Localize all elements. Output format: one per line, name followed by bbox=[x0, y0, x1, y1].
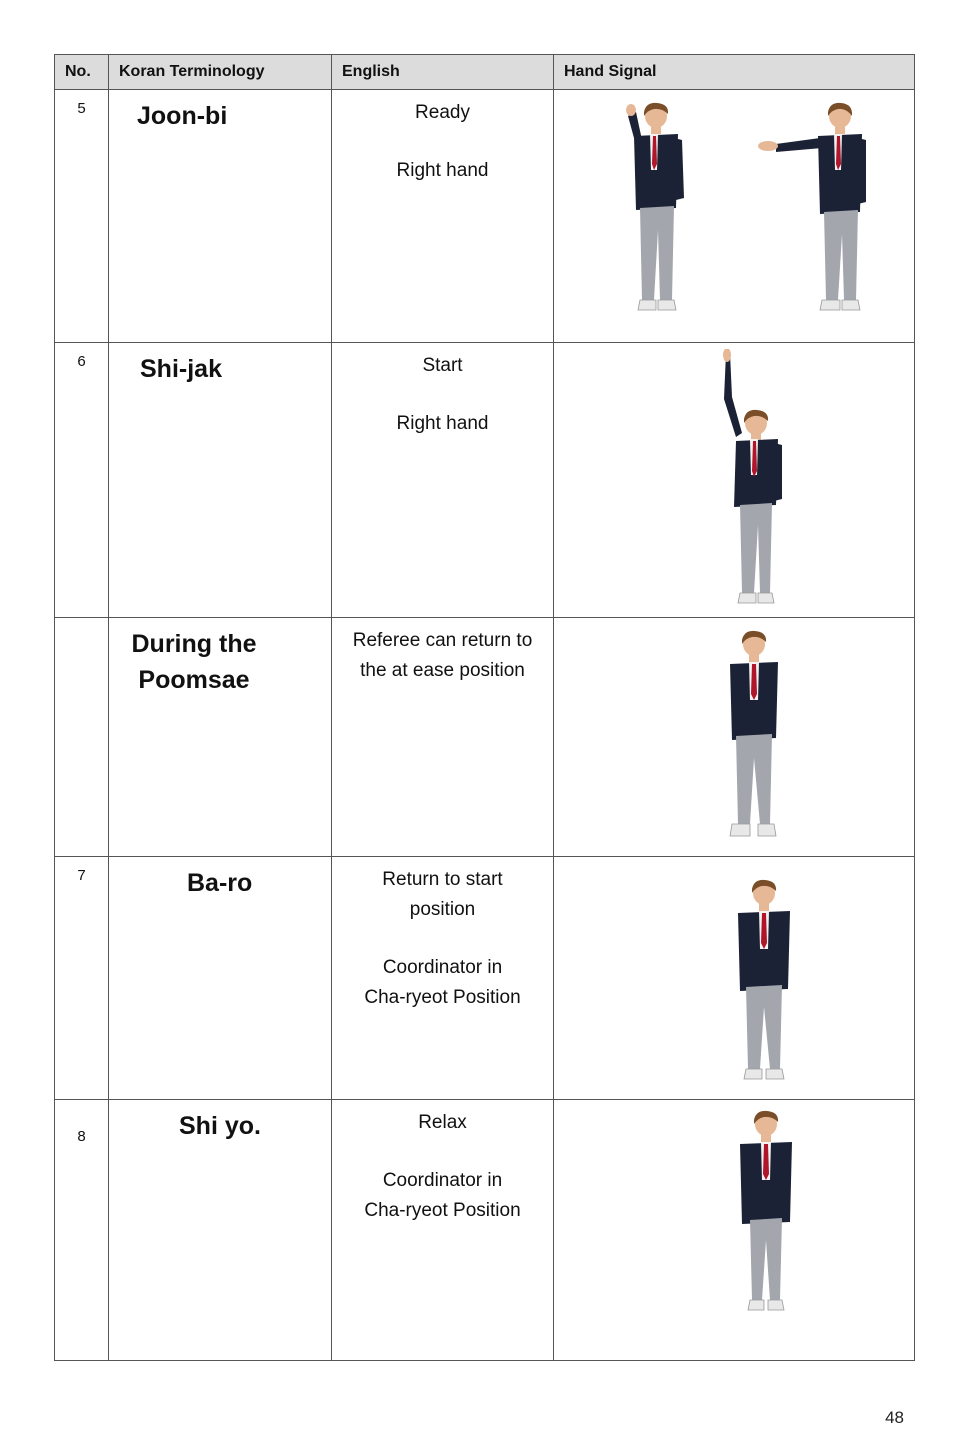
english-line: Referee can return to bbox=[352, 630, 533, 651]
header-term: Koran Terminology bbox=[109, 55, 332, 90]
english-line: the at ease position bbox=[360, 660, 525, 681]
english-line: Coordinator in bbox=[382, 957, 503, 978]
referee-arm-extended-side-figure bbox=[750, 100, 880, 322]
table-row bbox=[55, 618, 915, 857]
english-line: Coordinator in bbox=[382, 1170, 503, 1191]
table-row bbox=[55, 1100, 915, 1361]
referee-relax-figure bbox=[726, 1108, 806, 1320]
signal-cell bbox=[554, 1100, 915, 1361]
english-line: Relax bbox=[418, 1112, 467, 1133]
row-number bbox=[55, 618, 109, 857]
term-cell: Ba-ro bbox=[109, 857, 332, 1100]
english-line: Right hand bbox=[396, 413, 489, 434]
signal-cell bbox=[554, 90, 915, 343]
row-number: 5 bbox=[55, 90, 109, 343]
referee-arm-raised-up-figure bbox=[710, 349, 800, 611]
header-signal: Hand Signal bbox=[554, 55, 915, 90]
english-line: position bbox=[409, 899, 476, 920]
header-english: English bbox=[332, 55, 554, 90]
english-cell bbox=[332, 343, 554, 618]
term-cell bbox=[109, 618, 332, 857]
english-line: Right hand bbox=[396, 160, 489, 181]
table-row bbox=[55, 857, 915, 1100]
english-cell bbox=[332, 857, 554, 1100]
term-cell: Shi-jak bbox=[109, 343, 332, 618]
term-cell: Joon-bi bbox=[109, 90, 332, 343]
table-header-row bbox=[55, 55, 915, 90]
term-text: During the Poomsae bbox=[131, 630, 257, 694]
hand-signal-table bbox=[54, 54, 915, 1361]
english-line: Return to start bbox=[382, 869, 503, 890]
referee-at-ease-figure bbox=[714, 628, 794, 850]
signal-cell bbox=[554, 857, 915, 1100]
page-number: 48 bbox=[885, 1408, 904, 1427]
term-cell: Shi yo. bbox=[109, 1100, 332, 1361]
signal-cell bbox=[554, 618, 915, 857]
header-no: No. bbox=[55, 55, 109, 90]
referee-cha-ryeot-figure bbox=[724, 877, 804, 1089]
english-line: Start bbox=[422, 355, 463, 376]
english-line: Ready bbox=[415, 102, 470, 123]
table-row bbox=[55, 343, 915, 618]
table-row bbox=[55, 90, 915, 343]
row-number: 8 bbox=[55, 1100, 109, 1361]
row-number: 6 bbox=[55, 343, 109, 618]
english-line: Cha-ryeot Position bbox=[364, 987, 521, 1008]
english-cell bbox=[332, 1100, 554, 1361]
english-cell bbox=[332, 618, 554, 857]
referee-arm-raised-forward-figure bbox=[610, 100, 710, 322]
row-number: 7 bbox=[55, 857, 109, 1100]
english-cell bbox=[332, 90, 554, 343]
signal-cell bbox=[554, 343, 915, 618]
english-line: Cha-ryeot Position bbox=[364, 1200, 521, 1221]
